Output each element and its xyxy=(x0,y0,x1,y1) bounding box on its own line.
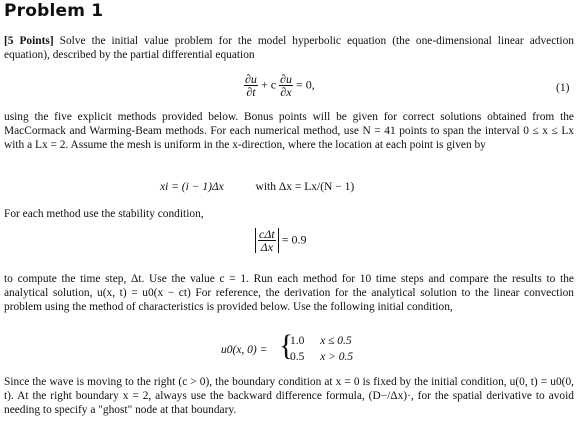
stability-intro: For each method use the stability condition, xyxy=(4,208,204,220)
intro-text: Solve the initial value problem for the model hyperbolic equation (the one-dimensional linear advection equation), described by the partial differential equation xyxy=(4,35,574,61)
du-dt-fraction: $\frac{\partial u}{\partial t}$ xyxy=(245,72,257,99)
du-dx-fraction: $\frac{\partial u}{\partial x}$ xyxy=(280,72,292,99)
ic-brace: { xyxy=(279,329,294,362)
mesh-spacing: with Δx = Lx/(N − 1) xyxy=(255,181,355,193)
ic-case-1: 1.0 x ≤ 0.5 xyxy=(290,335,352,347)
ic-case-2: 0.5 x > 0.5 xyxy=(290,351,354,363)
mesh-equation xyxy=(160,181,354,193)
intro-paragraph xyxy=(4,34,574,62)
methods-paragraph: using the five explicit methods provided below. Bonus points will be given for correct solutions obtained from the MacCormack and Warming-Beam methods. For each numerical method, use N = 41 points to span the interval 0 ≤ x ≤ Lx with a Lx = 2. Assume the mesh is uniform in the x-direction, where the location at each point is given by xyxy=(4,111,574,151)
mesh-location: xi = (i − 1)Δx xyxy=(160,181,224,193)
boundary-paragraph: Since the wave is moving to the right (c > 0), the boundary condition at x = 0 is fixed by the initial condition, u(0, t) = u0(0, t). At the right boundary x = 2, always use the backward difference formula, (D−/Δx)·, for the spatial derivative to avoid needing to specify a "ghost" node at that boundary. xyxy=(4,376,574,416)
ic-lhs: u0(x, 0) = xyxy=(221,344,268,356)
cfl-abs: $\frac{\text{cΔt}}{\Delta x}$ xyxy=(255,228,279,253)
timestep-paragraph: to compute the time step, Δt. Use the value c = 1. Run each method for 10 time steps and compare the results to the analytical solution, u(x, t) = u0(x − ct) For reference, the derivation for the analytical solution to the linear convection problem using the method of characteristics is provided below. Use the following initial condition, xyxy=(4,273,574,313)
problem-title: Problem 1 xyxy=(4,1,104,21)
stability-condition xyxy=(255,228,306,253)
points-label: [5 Points] xyxy=(4,35,54,47)
equation-number: (1) xyxy=(556,82,570,94)
plus-c: + c xyxy=(260,77,277,92)
pde-equation xyxy=(244,73,315,98)
cfl-value: = 0.9 xyxy=(281,232,307,247)
equals-zero: = 0, xyxy=(295,77,315,92)
